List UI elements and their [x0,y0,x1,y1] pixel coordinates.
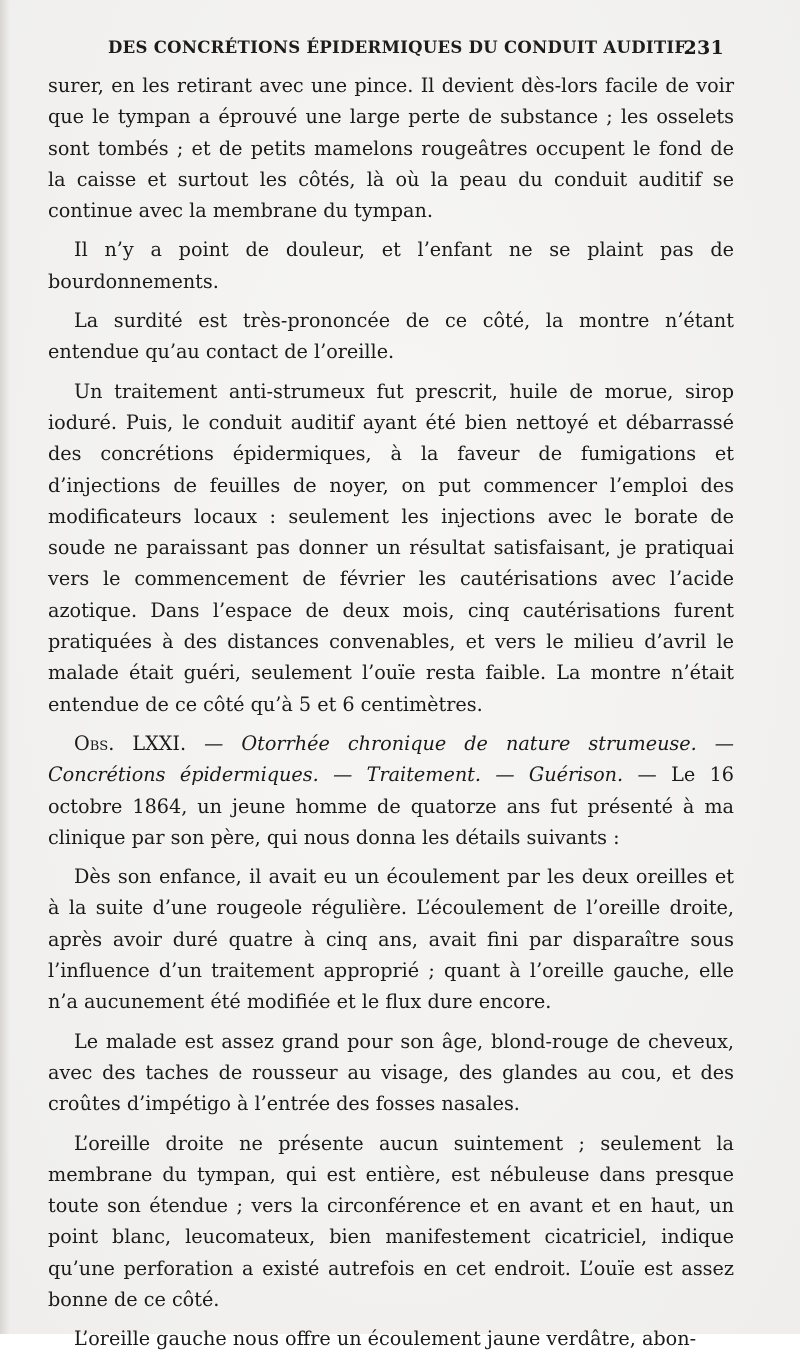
page-number: 231 [683,37,724,59]
paragraph-8: L’oreille droite ne présente aucun suintement ; seulement la membrane du tympan, qui est entière, est nébuleuse dans presque toute son étendue ; vers la circonférence et en avant et en haut, un point blanc, leucomateux, bien manifestement cicatriciel, indique qu’une perforation a existé autrefois en cet endroit. L’ouïe est assez bonne de ce côté. [48,1131,734,1311]
paragraph-3: La surdité est très-prononcée de ce côté, la montre n’étant entendue qu’au contact de l’oreille. [48,309,734,364]
running-title: DES CONCRÉTIONS ÉPIDERMIQUES DU CONDUIT AUDITIF. [108,38,691,57]
paragraph-4: Un traitement anti-strumeux fut prescrit, huile de morue, sirop ioduré. Puis, le conduit auditif ayant été bien nettoyé et débarrassé des concrétions épidermiques, à la faveur de fumigations et d’injections de feuilles de noyer, on put commencer l’emploi des modificateurs locaux : seulement les injections avec le borate de soude ne paraissant pas donner un résultat satisfaisant, je pratiquai vers le commencement de février les cautérisations avec l’acide azotique. Dans l’espace de deux mois, cinq cautérisations furent pratiquées à des distances convenables, et vers le milieu d’avril le malade était guéri, seulement l’ouïe resta faible. La montre n’était entendue de ce côté qu’à 5 et 6 centimètres. [48,379,734,716]
body-text [48,70,734,1363]
page-gutter-shadow [0,0,10,1334]
observation-paragraph [48,728,734,853]
paragraph-1: surer, en les retirant avec une pince. Il devient dès-lors facile de voir que le tympan a éprouvé une large perte de substance ; les osselets sont tombés ; et de petits mamelons rougeâtres occupent le fond de la caisse et surtout les côtés, là où la peau du conduit auditif se continue avec la membrane du tympan. [48,74,734,223]
observation-label: Obs. LXXI. [74,731,187,755]
running-header [108,30,728,66]
paragraph-9: L’oreille gauche nous offre un écoulement jaune verdâtre, abon- [74,1327,697,1351]
paragraph-2: Il n’y a point de douleur, et l’enfant ne se plaint pas de bourdonnements. [48,238,734,293]
paragraph-6: Dès son enfance, il avait eu un écoulement par les deux oreilles et à la suite d’une rougeole régulière. L’écoulement de l’oreille droite, après avoir duré quatre à cinq ans, avait fini par disparaître sous l’influence d’un traitement approprié ; quant à l’oreille gauche, elle n’a aucunement été modifiée et le flux dure encore. [48,865,734,1014]
observation-title: — Otorrhée chronique de nature strumeuse. — Concrétions épidermiques. — Traitement. — Guérison. [48,731,734,787]
observation-text: — Le 16 octobre 1864, un jeune homme de quatorze ans fut présenté à ma clinique par son père, qui nous donna les détails suivants : [48,763,734,849]
paragraph-7: Le malade est assez grand pour son âge, blond-rouge de cheveux, avec des taches de rousseur au visage, des glandes au cou, et des croûtes d’impétigo à l’entrée des fosses nasales. [48,1029,734,1116]
